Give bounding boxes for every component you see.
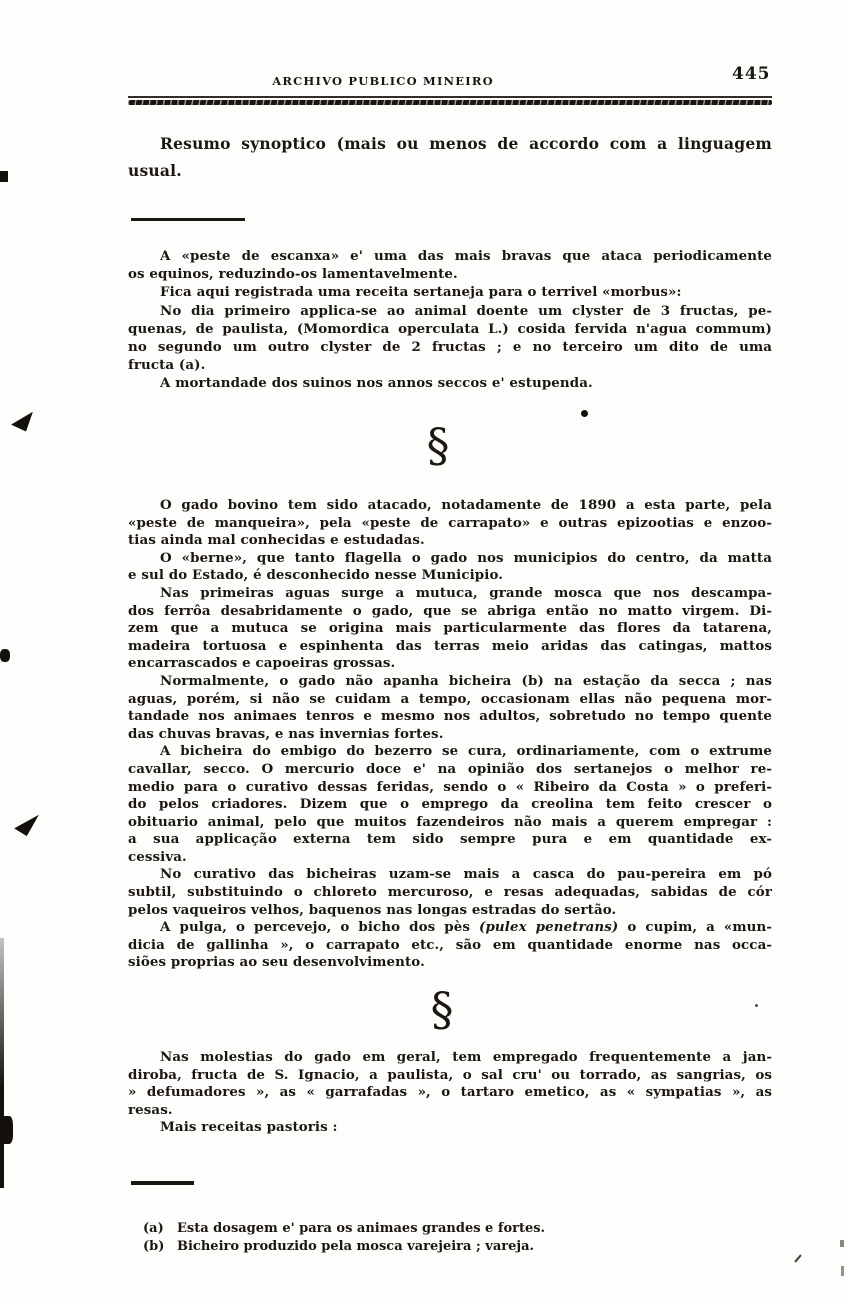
text-line: zem que a mutuca se origina mais particularmente das flores da tatarena, (128, 620, 772, 637)
text-line: diroba, fructa de S. Ignacio, a paulista, o sal cru' ou torrado, as sangrias, os (128, 1066, 772, 1083)
text-line: A mortandade dos suinos nos annos seccos e' estupenda. (160, 375, 593, 392)
text-line: dicia de gallinha », o carrapato etc., são em quantidade enorme nas occa- (128, 936, 772, 953)
ink-mark (841, 1266, 844, 1276)
footnote-label: (a) (143, 1221, 164, 1236)
text-block-2 (128, 497, 772, 972)
footnote (128, 1220, 772, 1238)
text-line: «peste de manqueira», pela «peste de carrapato» e outras epizootias e enzoo- (128, 514, 772, 531)
text-line: das chuvas bravas, e nas invernias fortes. (128, 725, 444, 742)
section-mark-icon: § (426, 418, 450, 472)
footnotes (128, 1220, 772, 1256)
ink-mark (0, 171, 8, 182)
ink-mark (840, 1240, 844, 1247)
text-line: No dia primeiro applica-se ao animal doente um clyster de 3 fructas, pe- (160, 302, 772, 319)
text-line: » defumadores », as « garrafadas », o tartaro emetico, as « sympatias », as (128, 1084, 772, 1101)
text-line: quenas, de paulista, (Momordica operculata L.) cosida fervida n'agua commum) (128, 320, 772, 337)
text-line: tias ainda mal conhecidas e estudadas. (128, 532, 425, 549)
page-number: 445 (732, 64, 771, 84)
text-line: No curativo das bicheiras uzam-se mais a casca do pau-pereira em pó (160, 866, 772, 883)
ink-mark (9, 412, 36, 435)
ink-mark (794, 1254, 801, 1262)
text-line: madeira tortuosa e espinhenta das terras meio aridas das catingas, mattos (128, 637, 772, 654)
text-line: fructa (a). (128, 357, 206, 374)
text-line: pelos vaqueiros velhos, baquenos nas longas estradas do sertão. (128, 901, 617, 918)
footnote (128, 1238, 772, 1256)
text-line: cessiva. (128, 848, 187, 865)
ink-mark (581, 410, 588, 417)
header-rule (128, 96, 772, 107)
text-block-1 (128, 247, 772, 393)
text-line: O gado bovino tem sido atacado, notadamente de 1890 a esta parte, pela (160, 497, 772, 513)
header-rule-wavy-band (128, 100, 772, 105)
text-line: Mais receitas pastoris : (160, 1119, 338, 1136)
text-line: O «berne», que tanto flagella o gado nos municipios do centro, da matta (160, 549, 772, 566)
text-line: cavallar, secco. O mercurio doce e' na opinião dos sertanejos o melhor re- (128, 760, 772, 777)
text-line: siões proprias ao seu desenvolvimento. (128, 954, 425, 971)
text-line: os equinos, reduzindo-os lamentavelmente. (128, 266, 458, 283)
text-line: Nas primeiras aguas surge a mutuca, grande mosca que nos descampa- (160, 584, 772, 601)
footnote-label: (b) (143, 1239, 165, 1254)
text-line: Normalmente, o gado não apanha bicheira (b) na estação da secca ; nas (160, 672, 772, 689)
ink-mark (0, 938, 4, 1188)
ink-mark (0, 1116, 13, 1144)
ink-mark (13, 815, 41, 838)
text-line: do pelos criadores. Dizem que o emprego da creolina tem feito crescer o (128, 796, 772, 813)
text-block-3 (128, 1049, 772, 1137)
text-line: Nas molestias do gado em geral, tem empregado frequentemente a jan- (160, 1049, 772, 1065)
document-heading (128, 130, 772, 184)
ink-mark (755, 1004, 758, 1007)
text-line: medio para o curativo dessas feridas, sendo o « Ribeiro da Costa » o preferi- (128, 778, 772, 795)
text-line: aguas, porém, si não se cuidam a tempo, occasionam ellas não pequena mor- (128, 690, 772, 707)
text-line: e sul do Estado, é desconhecido nesse Municipio. (128, 567, 504, 584)
text-line: dos ferrôa desabridamente o gado, que se abriga então no matto virgem. Di- (128, 602, 772, 619)
text-line: A pulga, o percevejo, o bicho dos pès (pulex penetrans) o cupim, a «mun- (160, 919, 772, 936)
text-line: A «peste de escanxa» e' uma das mais bravas que ataca periodicamente (160, 248, 772, 264)
footnote-text: Esta dosagem e' para os animaes grandes e fortes. (177, 1221, 546, 1236)
text-line: a sua applicação externa tem sido sempre pura e em quantidade ex- (128, 831, 772, 848)
text-line: encarrascados e capoeiras grossas. (128, 655, 396, 672)
divider-rule (131, 218, 245, 221)
journal-title: ARCHIVO PUBLICO MINEIRO (272, 74, 494, 88)
ink-mark (0, 649, 10, 662)
section-mark-icon: § (430, 982, 454, 1036)
text-line: usual. (128, 161, 182, 180)
text-line: resas. (128, 1101, 173, 1118)
text-line: A bicheira do embigo do bezerro se cura, ordinariamente, com o extrume (160, 743, 772, 760)
text-line: tandade nos animaes tenros e mesmo nos adultos, sobretudo no tempo quente (128, 708, 772, 725)
text-line: subtil, substituindo o chloreto mercuroso, e resas adequadas, sabidas de cór (128, 884, 772, 901)
text-line: obituario animal, pelo que muitos fazendeiros não mais a querem empregar : (128, 813, 772, 830)
text-line: Resumo synoptico (mais ou menos de accordo com a linguagem (160, 134, 772, 153)
header-rule-thin-line (128, 96, 772, 98)
text-line: Fica aqui registrada uma receita sertaneja para o terrivel «morbus»: (160, 284, 682, 301)
footnote-text: Bicheiro produzido pela mosca varejeira ; vareja. (177, 1239, 535, 1254)
text-line: no segundo um outro clyster de 2 fructas ; e no terceiro um dito de uma (128, 339, 772, 356)
footnote-rule (131, 1181, 194, 1185)
